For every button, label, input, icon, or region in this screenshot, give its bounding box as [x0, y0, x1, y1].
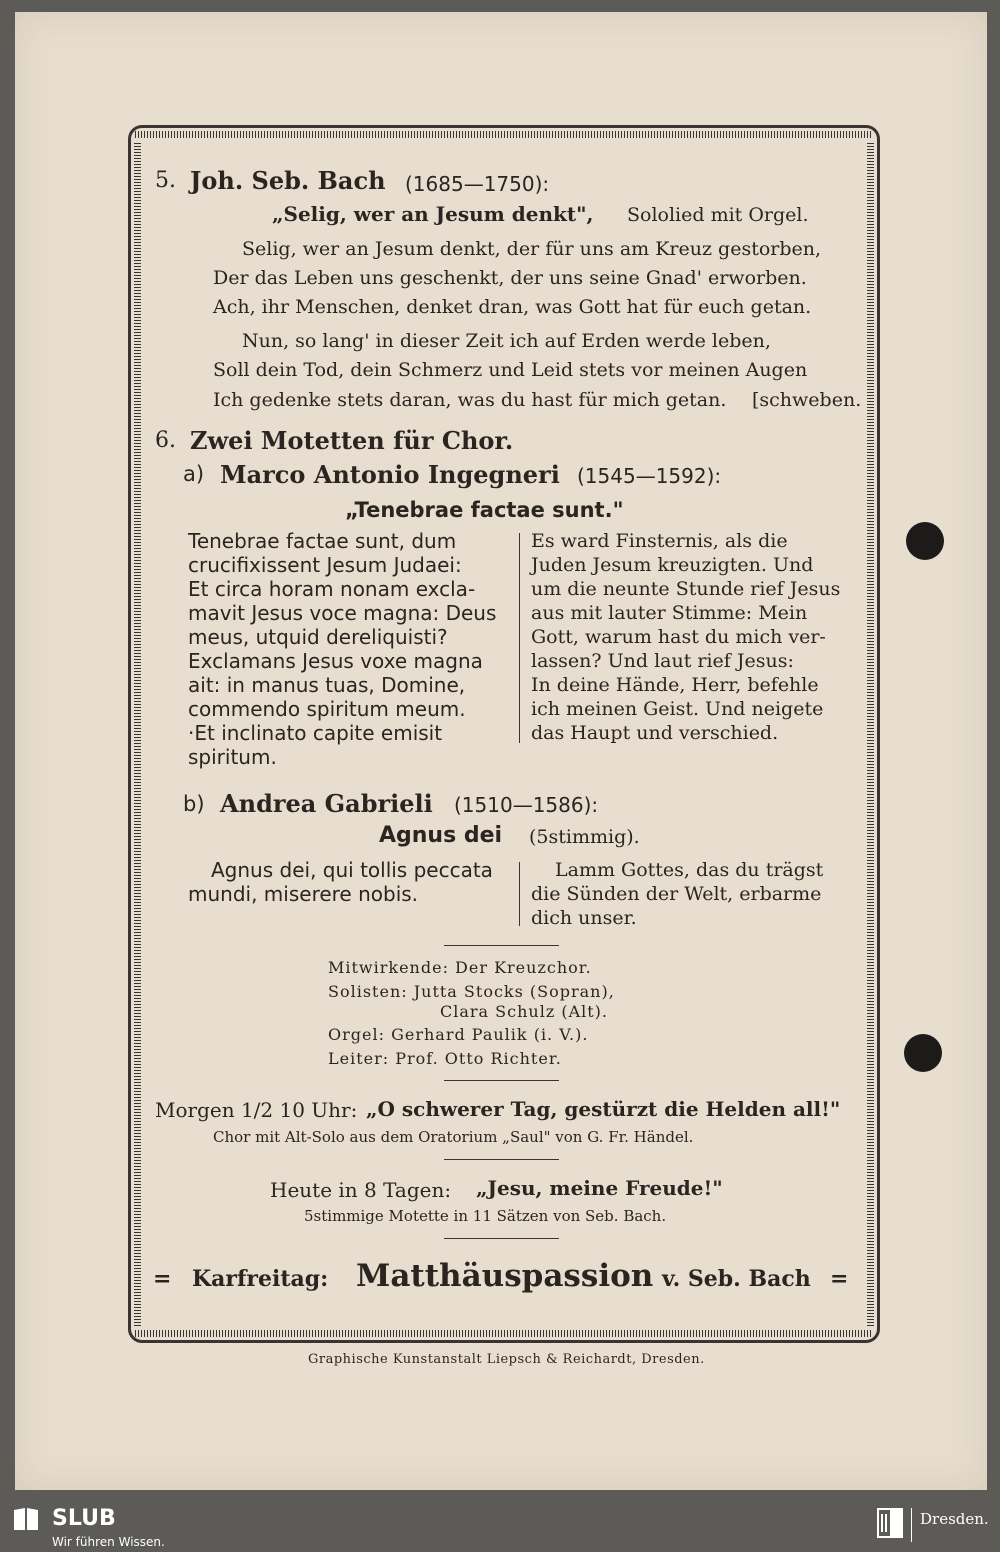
german-line: um die neunte Stunde rief Jesus: [531, 578, 841, 600]
item6b-years: (1510—1586):: [454, 793, 599, 817]
announce2-lead: Heute in 8 Tagen:: [270, 1178, 452, 1202]
german-line: dich unser.: [531, 907, 637, 929]
item5-composer: Joh. Seb. Bach: [190, 166, 386, 195]
item6b-german-text: [531, 858, 853, 930]
announce3-dash-left: =: [153, 1266, 172, 1292]
item5-line-7: [schweben.: [752, 389, 862, 411]
footer-bar: [0, 1500, 1000, 1552]
announce2-sub: 5stimmige Motette in 11 Sätzen von Seb. Bach.: [304, 1207, 667, 1225]
announce1-sub: Chor mit Alt-Solo aus dem Oratorium „Saul" von G. Fr. Händel.: [213, 1128, 694, 1146]
latin-line: spiritum.: [188, 745, 277, 769]
footer-brand[interactable]: SLUB: [52, 1506, 116, 1531]
footer-divider: [911, 1508, 912, 1542]
latin-line: mundi, miserere nobis.: [188, 882, 419, 906]
credits-soloists: Solisten: Jutta Stocks (Sopran),: [328, 982, 615, 1001]
announce1-title: „O schwerer Tag, gestürzt die Helden all!": [366, 1097, 841, 1121]
item6-number: 6.: [155, 428, 176, 453]
latin-line: ·Et inclinato capite emisit: [188, 721, 443, 745]
item5-line-1: Selig, wer an Jesum denkt, der für uns am Kreuz gestorben,: [242, 238, 822, 260]
item6b-title: Agnus dei: [379, 823, 503, 848]
credits-organ: Orgel: Gerhard Paulik (i. V.).: [328, 1025, 589, 1044]
announce3-lead: Karfreitag:: [192, 1266, 329, 1292]
item6a-title: „Tenebrae factae sunt.": [345, 498, 624, 522]
item6a-german-text: [531, 529, 853, 745]
announce3-dash-right: =: [830, 1266, 849, 1292]
latin-line: Et circa horam nonam excla-: [188, 577, 476, 601]
divider: [444, 945, 559, 946]
german-line: Lamm Gottes, das du trägst: [555, 859, 824, 881]
german-line: das Haupt und verschied.: [531, 722, 779, 744]
german-line: In deine Hände, Herr, befehle: [531, 674, 819, 696]
punch-hole: [906, 522, 944, 560]
announce1-lead: Morgen 1/2 10 Uhr:: [155, 1098, 358, 1122]
item5-title: „Selig, wer an Jesum denkt",: [272, 202, 594, 226]
city-crest-icon: [877, 1508, 903, 1538]
column-divider: [519, 533, 520, 743]
item5-subtitle: Sololied mit Orgel.: [627, 204, 809, 226]
latin-line: Exclamans Jesus voxe magna: [188, 649, 483, 673]
item6b-subtitle: (5stimmig).: [529, 826, 640, 848]
announce3-title: Matthäuspassion: [356, 1258, 654, 1294]
footer-tagline: Wir führen Wissen.: [52, 1535, 165, 1549]
footer-city[interactable]: Dresden.: [920, 1510, 989, 1528]
german-line: die Sünden der Welt, erbarme: [531, 883, 822, 905]
announce3-by: v. Seb. Bach: [662, 1266, 811, 1292]
latin-line: meus, utquid dereliquisti?: [188, 625, 448, 649]
credits-soloist-2: Clara Schulz (Alt).: [440, 1002, 609, 1021]
item5-line-2: Der das Leben uns geschenkt, der uns seine Gnad' erworben.: [213, 267, 807, 289]
item5-line-4: Nun, so lang' in dieser Zeit ich auf Erden werde leben,: [242, 330, 771, 352]
german-line: Gott, warum hast du mich ver-: [531, 626, 826, 648]
item5-line-3: Ach, ihr Menschen, denket dran, was Gott hat für euch getan.: [213, 296, 812, 318]
punch-hole: [904, 1034, 942, 1072]
latin-line: mavit Jesus voce magna: Deus: [188, 601, 497, 625]
latin-line: commendo spiritum meum.: [188, 697, 466, 721]
item6b-latin-text: [188, 858, 510, 906]
latin-line: ait: in manus tuas, Domine,: [188, 673, 466, 697]
item6a-label: a): [183, 462, 205, 486]
latin-line: crucifixissent Jesum Judaei:: [188, 553, 462, 577]
divider: [444, 1159, 559, 1160]
column-divider: [519, 862, 520, 926]
german-line: aus mit lauter Stimme: Mein: [531, 602, 808, 624]
german-line: lassen? Und laut rief Jesus:: [531, 650, 794, 672]
german-line: Juden Jesum kreuzigten. Und: [531, 554, 814, 576]
printer-imprint: Graphische Kunstanstalt Liepsch & Reichardt, Dresden.: [308, 1352, 705, 1367]
item6b-composer: Andrea Gabrieli: [220, 789, 433, 818]
divider: [444, 1238, 559, 1239]
credits-conductor: Leiter: Prof. Otto Richter.: [328, 1049, 562, 1068]
divider: [444, 1080, 559, 1081]
item6a-years: (1545—1592):: [577, 464, 722, 488]
item6-heading: Zwei Motetten für Chor.: [190, 426, 514, 455]
book-icon: [12, 1506, 40, 1532]
item5-years: (1685—1750):: [405, 172, 550, 196]
german-line: Es ward Finsternis, als die: [531, 530, 788, 552]
item6a-latin-text: [188, 529, 510, 769]
item5-number: 5.: [155, 168, 176, 193]
credits-performers: Mitwirkende: Der Kreuzchor.: [328, 958, 592, 977]
announce2-title: „Jesu, meine Freude!": [476, 1176, 723, 1200]
item6b-label: b): [183, 792, 205, 816]
latin-line: Tenebrae factae sunt, dum: [188, 529, 457, 553]
latin-line: Agnus dei, qui tollis peccata: [211, 858, 493, 882]
item5-line-5: Soll dein Tod, dein Schmerz und Leid stets vor meinen Augen: [213, 359, 808, 381]
german-line: ich meinen Geist. Und neigete: [531, 698, 824, 720]
item5-line-6: Ich gedenke stets daran, was du hast für mich getan.: [213, 389, 727, 411]
item6a-composer: Marco Antonio Ingegneri: [220, 460, 560, 489]
